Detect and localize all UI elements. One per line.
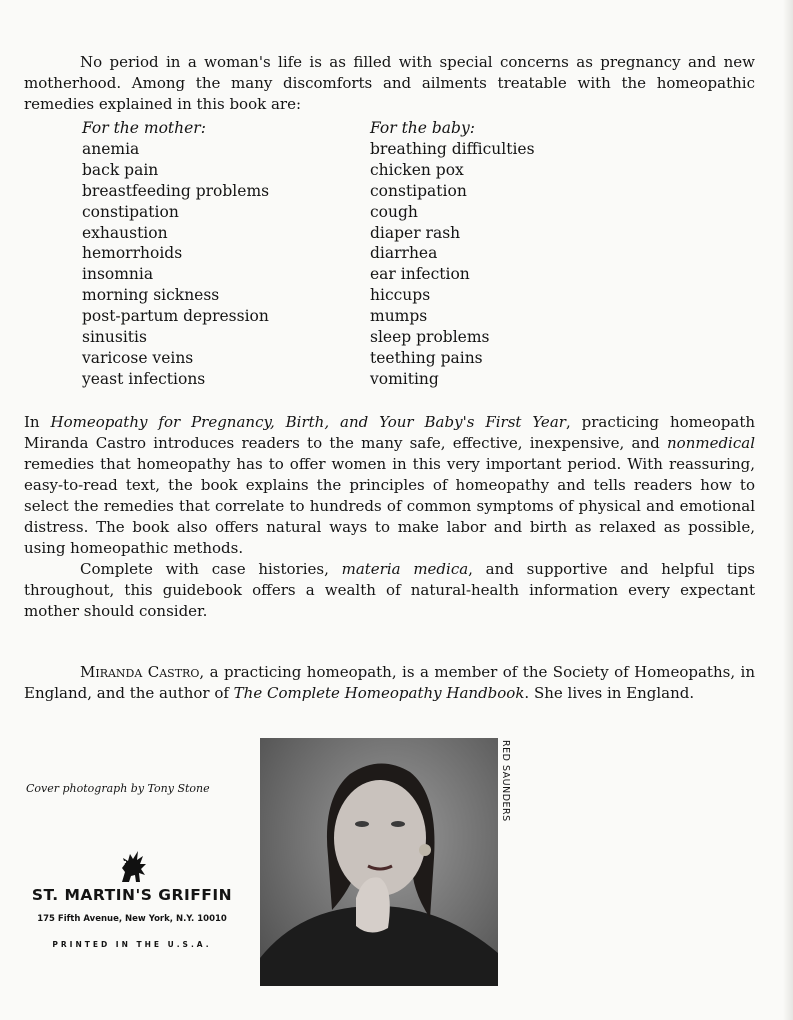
mother-item: morning sickness (82, 286, 220, 305)
emphasis-nonmedical: nonmedical (667, 434, 755, 452)
mother-item: post-partum depression (82, 307, 269, 326)
baby-item: cough (370, 202, 418, 221)
baby-item: diarrhea (370, 244, 438, 263)
baby-item: ear infection (370, 265, 470, 284)
mother-item: insomnia (82, 265, 154, 284)
author-bio (24, 662, 755, 704)
intro-text: No period in a woman's life is as filled with special concerns as pregnancy and new motherhood. Among the many discomforts and ailments treatable with the homeopathic remedies explained in this book are: (24, 53, 755, 113)
emphasis-materia-medica: materia medica (341, 560, 469, 578)
mother-item: exhaustion (82, 223, 168, 242)
baby-heading: For the baby: (370, 119, 475, 137)
author-photo (260, 738, 498, 986)
author-portrait-image (260, 738, 498, 986)
mother-item: breastfeeding problems (82, 181, 270, 200)
mother-item: back pain (82, 160, 159, 179)
baby-item: constipation (370, 181, 467, 200)
other-book-title: The Complete Homeopathy Handbook (233, 684, 525, 702)
baby-item: sleep problems (370, 328, 490, 347)
baby-item: mumps (370, 307, 428, 326)
baby-item: vomiting (370, 369, 439, 388)
mother-list (82, 118, 269, 390)
book-title: Homeopathy for Pregnancy, Birth, and Your Baby's First Year (50, 413, 566, 431)
description (24, 412, 755, 622)
mother-item: hemorrhoids (82, 244, 183, 263)
baby-item: breathing difficulties (370, 139, 535, 158)
publisher-address: 175 Fifth Avenue, New York, N.Y. 10010 (37, 914, 227, 924)
mother-heading: For the mother: (82, 119, 206, 137)
mother-item: anemia (82, 139, 140, 158)
baby-item: teething pains (370, 348, 483, 367)
baby-item: hiccups (370, 286, 431, 305)
photographer-credit: RED SAUNDERS (500, 740, 511, 822)
mother-item: constipation (82, 202, 179, 221)
description-paragraph-2: Complete with case histories, materia medica, and supportive and helpful tips throughout, this guidebook offers a wealth of natural-health information every expectant mother should consider. (24, 560, 756, 620)
printed-in: PRINTED IN THE U.S.A. (52, 940, 212, 949)
publisher-name: ST. MARTIN'S GRIFFIN (31, 886, 233, 904)
author-paragraph: Miranda Castro, a practicing homeopath, is a member of the Society of Homeopaths, in England, and the author of The Complete Homeopathy Handbook. She lives in England. (24, 663, 755, 702)
baby-item: diaper rash (370, 223, 461, 242)
mother-item: yeast infections (82, 369, 206, 388)
mother-item: sinusitis (82, 328, 147, 347)
baby-list (370, 118, 535, 390)
cover-photo-credit: Cover photograph by Tony Stone (26, 782, 210, 795)
author-name: Miranda Castro (80, 663, 200, 681)
baby-item: chicken pox (370, 160, 464, 179)
mother-item: varicose veins (82, 348, 194, 367)
description-paragraph: In Homeopathy for Pregnancy, Birth, and Your Baby's First Year, practicing homeopath Miranda Castro introduces readers to the many safe, effective, inexpensive, and nonmedical remedies that homeopathy has to offer women in this very important period. With reassuring, easy-to-read text, the book explains the principles of homeopathy and tells readers how to select the remedies that correlate to hundreds of common symptoms of physical and emotional distress. The book also offers natural ways to make labor and birth as relaxed as possible, using homeopathic methods. (24, 413, 756, 557)
page-edge-shadow (783, 0, 793, 1020)
intro-paragraph (24, 52, 755, 115)
griffin-logo-icon (116, 848, 150, 884)
